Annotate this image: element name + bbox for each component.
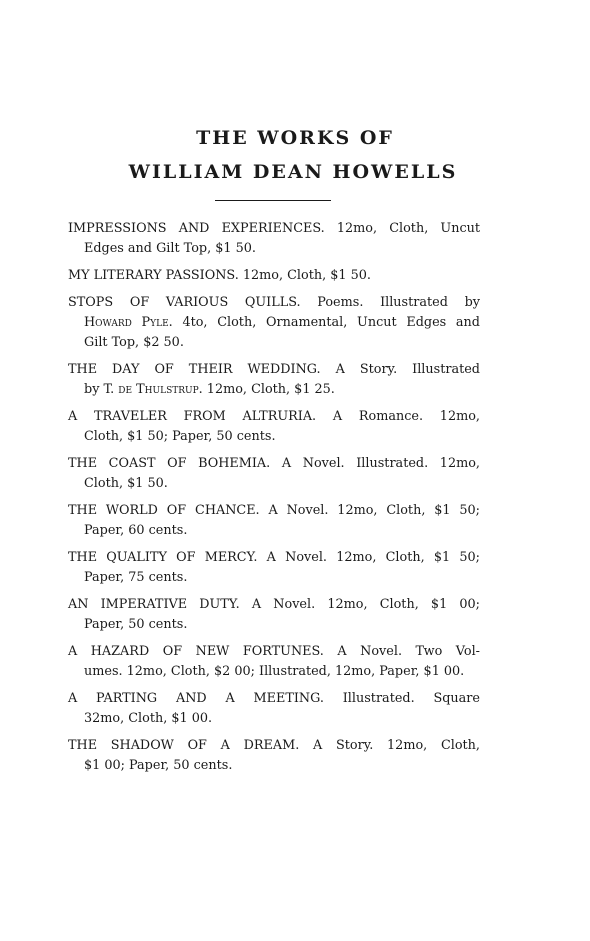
- entry-title-line: THE SHADOW OF A DREAM. A Story. 12mo, Cloth,: [68, 738, 480, 753]
- entry-title-line: THE DAY OF THEIR WEDDING. A Story. Illustrated: [68, 362, 480, 377]
- entry-continuation-text: . 4to, Cloth, Ornamental, Uncut Edges and: [168, 315, 480, 330]
- list-item: [68, 266, 480, 286]
- entry-title-line: AN IMPERATIVE DUTY. A Novel. 12mo, Cloth, $1 00;: [68, 597, 480, 612]
- list-item: [68, 689, 480, 729]
- entry-continuation: umes. 12mo, Cloth, $2 00; Illustrated, 12mo, Paper, $1 00.: [84, 664, 465, 679]
- works-list: [68, 219, 480, 783]
- entry-continuation: Edges and Gilt Top, $1 50.: [84, 241, 256, 256]
- entry-continuation: Cloth, $1 50; Paper, 50 cents.: [84, 429, 276, 444]
- entry-continuation: $1 00; Paper, 50 cents.: [84, 758, 233, 773]
- entry-title-line: A HAZARD OF NEW FORTUNES. A Novel. Two Vol-: [68, 644, 480, 659]
- list-item: [68, 454, 480, 494]
- entry-title-line: A PARTING AND A MEETING. Illustrated. Square: [68, 691, 480, 706]
- entry-title-line: MY LITERARY PASSIONS. 12mo, Cloth, $1 50.: [68, 268, 371, 283]
- list-item: [68, 219, 480, 259]
- entry-title-line: A TRAVELER FROM ALTRURIA. A Romance. 12mo,: [68, 409, 480, 424]
- entry-continuation-text: by T.: [84, 382, 119, 397]
- entry-title-line: THE WORLD OF CHANCE. A Novel. 12mo, Cloth, $1 50;: [68, 503, 480, 518]
- list-item: [68, 501, 480, 541]
- illustrator-name: Howard Pyle: [84, 315, 169, 330]
- list-item: [68, 293, 480, 353]
- list-item: [68, 407, 480, 447]
- entry-continuation-text: . 12mo, Cloth, $1 25.: [198, 382, 335, 397]
- entry-title-line: IMPRESSIONS AND EXPERIENCES. 12mo, Cloth, Uncut: [68, 221, 480, 236]
- entry-title-line: STOPS OF VARIOUS QUILLS. Poems. Illustrated by: [68, 295, 480, 310]
- list-item: [68, 548, 480, 588]
- illustrator-name: de Thulstrup: [118, 382, 199, 397]
- entry-continuation: [68, 380, 480, 400]
- entry-continuation: Cloth, $1 50.: [84, 476, 168, 491]
- list-item: [68, 642, 480, 682]
- list-item: [68, 595, 480, 635]
- header-title-line1: THE WORKS OF: [196, 127, 394, 149]
- entry-title-line: THE QUALITY OF MERCY. A Novel. 12mo, Cloth, $1 50;: [68, 550, 480, 565]
- entry-title-line: THE COAST OF BOHEMIA. A Novel. Illustrated. 12mo,: [68, 456, 480, 471]
- entry-continuation: Paper, 50 cents.: [84, 617, 188, 632]
- title-rule: [215, 200, 331, 201]
- header-title-line2: WILLIAM DEAN HOWELLS: [128, 161, 458, 183]
- entry-continuation: Paper, 75 cents.: [84, 570, 188, 585]
- list-item: [68, 360, 480, 400]
- entry-continuation: Gilt Top, $2 50.: [84, 335, 184, 350]
- entry-continuation: [68, 313, 480, 333]
- entry-continuation: 32mo, Cloth, $1 00.: [84, 711, 213, 726]
- entry-continuation: Paper, 60 cents.: [84, 523, 188, 538]
- list-item: [68, 736, 480, 776]
